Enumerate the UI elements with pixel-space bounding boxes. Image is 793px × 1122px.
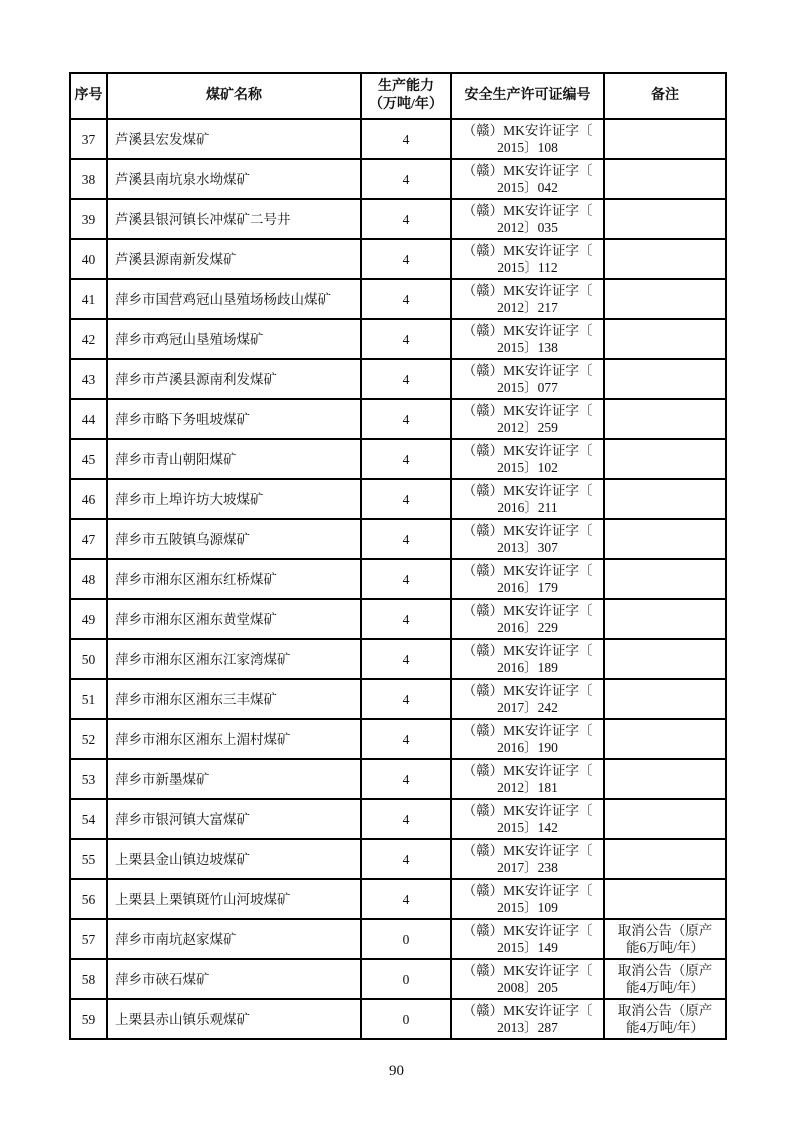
capacity-cell: 4 — [361, 479, 451, 519]
serial-number-cell: 38 — [70, 159, 107, 199]
mine-name-cell: 萍乡市硖石煤矿 — [107, 959, 361, 999]
remark-cell — [604, 519, 726, 559]
license-number-cell: （赣）MK安许证字〔 2015〕042 — [451, 159, 604, 199]
mine-name-cell: 芦溪县银河镇长冲煤矿二号井 — [107, 199, 361, 239]
table-row — [70, 959, 726, 999]
capacity-cell: 4 — [361, 119, 451, 159]
license-number-cell: （赣）MK安许证字〔 2015〕138 — [451, 319, 604, 359]
capacity-cell: 4 — [361, 239, 451, 279]
serial-number-cell: 41 — [70, 279, 107, 319]
license-number-cell: （赣）MK安许证字〔 2015〕109 — [451, 879, 604, 919]
table-row — [70, 439, 726, 479]
table-row — [70, 799, 726, 839]
serial-number-cell: 59 — [70, 999, 107, 1039]
capacity-cell: 4 — [361, 159, 451, 199]
capacity-cell: 4 — [361, 439, 451, 479]
table-row — [70, 199, 726, 239]
capacity-cell: 4 — [361, 759, 451, 799]
remark-cell: 取消公告（原产能6万吨/年） — [604, 919, 726, 959]
mine-name-cell: 上栗县上栗镇斑竹山河坡煤矿 — [107, 879, 361, 919]
mine-name-cell: 芦溪县源南新发煤矿 — [107, 239, 361, 279]
mine-name-cell: 萍乡市新墨煤矿 — [107, 759, 361, 799]
mine-name-cell: 萍乡市湘东区湘东上湄村煤矿 — [107, 719, 361, 759]
capacity-cell: 4 — [361, 719, 451, 759]
mine-name-cell: 萍乡市湘东区湘东红桥煤矿 — [107, 559, 361, 599]
remark-cell — [604, 759, 726, 799]
serial-number-cell: 49 — [70, 599, 107, 639]
table-row — [70, 599, 726, 639]
coal-mine-table — [69, 72, 727, 1040]
table-row — [70, 559, 726, 599]
capacity-cell: 0 — [361, 999, 451, 1039]
capacity-cell: 0 — [361, 959, 451, 999]
capacity-cell: 4 — [361, 839, 451, 879]
serial-number-cell: 57 — [70, 919, 107, 959]
serial-number-cell: 58 — [70, 959, 107, 999]
remark-cell — [604, 679, 726, 719]
capacity-cell: 4 — [361, 359, 451, 399]
capacity-cell: 0 — [361, 919, 451, 959]
mine-name-cell: 萍乡市芦溪县源南利发煤矿 — [107, 359, 361, 399]
license-number-cell: （赣）MK安许证字〔 2017〕242 — [451, 679, 604, 719]
table-header-row — [70, 73, 726, 119]
serial-number-cell: 52 — [70, 719, 107, 759]
capacity-cell: 4 — [361, 519, 451, 559]
serial-number-cell: 53 — [70, 759, 107, 799]
license-number-cell: （赣）MK安许证字〔 2015〕142 — [451, 799, 604, 839]
license-number-cell: （赣）MK安许证字〔 2012〕259 — [451, 399, 604, 439]
header-serial-number: 序号 — [70, 73, 107, 119]
table-row — [70, 759, 726, 799]
capacity-cell: 4 — [361, 319, 451, 359]
serial-number-cell: 43 — [70, 359, 107, 399]
remark-cell — [604, 359, 726, 399]
license-number-cell: （赣）MK安许证字〔 2016〕211 — [451, 479, 604, 519]
table-row — [70, 399, 726, 439]
mine-name-cell: 萍乡市湘东区湘东黄堂煤矿 — [107, 599, 361, 639]
license-number-cell: （赣）MK安许证字〔 2015〕077 — [451, 359, 604, 399]
table-row — [70, 999, 726, 1039]
mine-name-cell: 萍乡市略下务咀坡煤矿 — [107, 399, 361, 439]
mine-name-cell: 萍乡市上埠许坊大坡煤矿 — [107, 479, 361, 519]
table-row — [70, 159, 726, 199]
remark-cell — [604, 479, 726, 519]
table-row — [70, 679, 726, 719]
remark-cell: 取消公告（原产能4万吨/年） — [604, 959, 726, 999]
serial-number-cell: 48 — [70, 559, 107, 599]
mine-name-cell: 萍乡市湘东区湘东三丰煤矿 — [107, 679, 361, 719]
serial-number-cell: 51 — [70, 679, 107, 719]
header-remark: 备注 — [604, 73, 726, 119]
remark-cell — [604, 279, 726, 319]
remark-cell — [604, 599, 726, 639]
license-number-cell: （赣）MK安许证字〔 2008〕205 — [451, 959, 604, 999]
remark-cell — [604, 719, 726, 759]
header-capacity-line2: （万吨/年） — [369, 97, 443, 112]
capacity-cell: 4 — [361, 599, 451, 639]
serial-number-cell: 46 — [70, 479, 107, 519]
license-number-cell: （赣）MK安许证字〔 2017〕238 — [451, 839, 604, 879]
serial-number-cell: 54 — [70, 799, 107, 839]
mine-name-cell: 芦溪县南坑泉水坳煤矿 — [107, 159, 361, 199]
license-number-cell: （赣）MK安许证字〔 2016〕179 — [451, 559, 604, 599]
header-capacity — [361, 73, 451, 119]
license-number-cell: （赣）MK安许证字〔 2012〕035 — [451, 199, 604, 239]
remark-cell — [604, 639, 726, 679]
license-number-cell: （赣）MK安许证字〔 2015〕102 — [451, 439, 604, 479]
capacity-cell: 4 — [361, 679, 451, 719]
remark-cell — [604, 159, 726, 199]
header-capacity-line1: 生产能力 — [378, 79, 434, 94]
license-number-cell: （赣）MK安许证字〔 2015〕149 — [451, 919, 604, 959]
serial-number-cell: 40 — [70, 239, 107, 279]
remark-cell — [604, 439, 726, 479]
remark-cell: 取消公告（原产能4万吨/年） — [604, 999, 726, 1039]
license-number-cell: （赣）MK安许证字〔 2016〕189 — [451, 639, 604, 679]
serial-number-cell: 39 — [70, 199, 107, 239]
table-row — [70, 279, 726, 319]
remark-cell — [604, 879, 726, 919]
capacity-cell: 4 — [361, 799, 451, 839]
mine-name-cell: 萍乡市五陂镇乌源煤矿 — [107, 519, 361, 559]
serial-number-cell: 44 — [70, 399, 107, 439]
table-row — [70, 519, 726, 559]
serial-number-cell: 42 — [70, 319, 107, 359]
remark-cell — [604, 559, 726, 599]
capacity-cell: 4 — [361, 879, 451, 919]
table-row — [70, 359, 726, 399]
license-number-cell: （赣）MK安许证字〔 2013〕287 — [451, 999, 604, 1039]
capacity-cell: 4 — [361, 199, 451, 239]
remark-cell — [604, 239, 726, 279]
remark-cell — [604, 839, 726, 879]
table-row — [70, 879, 726, 919]
license-number-cell: （赣）MK安许证字〔 2012〕217 — [451, 279, 604, 319]
serial-number-cell: 37 — [70, 119, 107, 159]
table-row — [70, 719, 726, 759]
serial-number-cell: 50 — [70, 639, 107, 679]
mine-name-cell: 萍乡市国营鸡冠山垦殖场杨歧山煤矿 — [107, 279, 361, 319]
remark-cell — [604, 199, 726, 239]
remark-cell — [604, 799, 726, 839]
mine-name-cell: 萍乡市青山朝阳煤矿 — [107, 439, 361, 479]
license-number-cell: （赣）MK安许证字〔 2016〕190 — [451, 719, 604, 759]
mine-name-cell: 萍乡市银河镇大富煤矿 — [107, 799, 361, 839]
mine-name-cell: 萍乡市南坑赵家煤矿 — [107, 919, 361, 959]
capacity-cell: 4 — [361, 279, 451, 319]
license-number-cell: （赣）MK安许证字〔 2015〕108 — [451, 119, 604, 159]
mine-name-cell: 上栗县金山镇边坡煤矿 — [107, 839, 361, 879]
header-mine-name: 煤矿名称 — [107, 73, 361, 119]
serial-number-cell: 47 — [70, 519, 107, 559]
capacity-cell: 4 — [361, 559, 451, 599]
table-row — [70, 919, 726, 959]
remark-cell — [604, 399, 726, 439]
table-row — [70, 319, 726, 359]
serial-number-cell: 56 — [70, 879, 107, 919]
serial-number-cell: 45 — [70, 439, 107, 479]
license-number-cell: （赣）MK安许证字〔 2015〕112 — [451, 239, 604, 279]
table-row — [70, 839, 726, 879]
mine-name-cell: 芦溪县宏发煤矿 — [107, 119, 361, 159]
page-number: 90 — [389, 1063, 404, 1079]
mine-name-cell: 萍乡市湘东区湘东江家湾煤矿 — [107, 639, 361, 679]
capacity-cell: 4 — [361, 399, 451, 439]
serial-number-cell: 55 — [70, 839, 107, 879]
capacity-cell: 4 — [361, 639, 451, 679]
table-row — [70, 639, 726, 679]
remark-cell — [604, 319, 726, 359]
license-number-cell: （赣）MK安许证字〔 2013〕307 — [451, 519, 604, 559]
header-license-number: 安全生产许可证编号 — [451, 73, 604, 119]
mine-name-cell: 上栗县赤山镇乐观煤矿 — [107, 999, 361, 1039]
table-row — [70, 119, 726, 159]
table-row — [70, 239, 726, 279]
mine-name-cell: 萍乡市鸡冠山垦殖场煤矿 — [107, 319, 361, 359]
license-number-cell: （赣）MK安许证字〔 2016〕229 — [451, 599, 604, 639]
table-row — [70, 479, 726, 519]
license-number-cell: （赣）MK安许证字〔 2012〕181 — [451, 759, 604, 799]
remark-cell — [604, 119, 726, 159]
